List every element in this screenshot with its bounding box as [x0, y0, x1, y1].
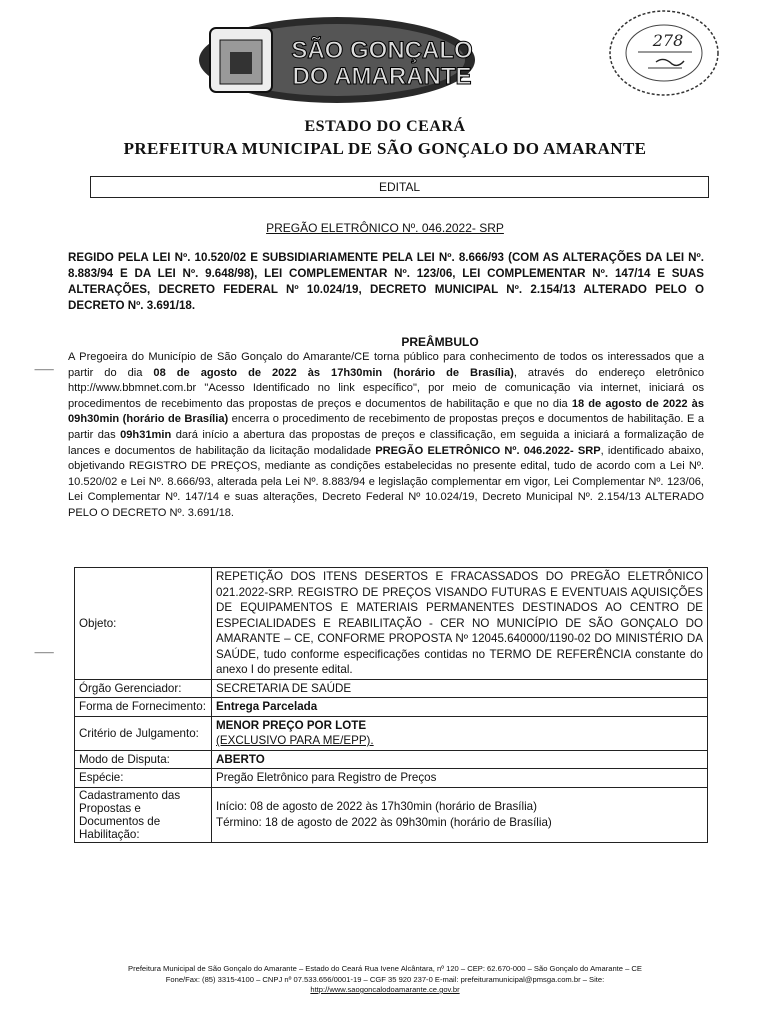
- logo-text-line1: SÃO GONÇALO: [291, 37, 473, 64]
- table-row: [75, 568, 708, 680]
- table-row: [75, 698, 708, 717]
- page-footer: [60, 964, 710, 996]
- preambulo-bold-date-end: 18 de agosto de 2022 às 09h30min (horário de Brasília): [68, 397, 704, 426]
- objeto-label: Objeto:: [75, 568, 212, 680]
- pregao-title: PREGÃO ELETRÔNICO Nº. 046.2022- SRP: [266, 221, 504, 235]
- page-number-stamp: [608, 8, 720, 98]
- edital-label: EDITAL: [378, 180, 421, 194]
- preambulo-bold-time: 09h31min: [120, 428, 172, 441]
- stamp-number: 278: [652, 31, 684, 50]
- margin-mark: ⸺: [34, 362, 55, 376]
- cadastramento-inicio: Início: 08 de agosto de 2022 às 17h30min (horário de Brasília): [216, 800, 537, 813]
- criterio-value-line2: (EXCLUSIVO PARA ME/EPP).: [216, 734, 374, 747]
- orgao-label: Órgão Gerenciador:: [75, 679, 212, 698]
- state-heading: ESTADO DO CEARÁ: [304, 118, 466, 135]
- prefeitura-heading: PREFEITURA MUNICIPAL DE SÃO GONÇALO DO AMARANTE: [123, 139, 647, 158]
- cadastramento-label: Cadastramento das Propostas e Documentos de Habilitação:: [75, 787, 212, 842]
- edital-info-table: [74, 567, 708, 843]
- table-row: [75, 679, 708, 698]
- table-row: [75, 769, 708, 788]
- forma-label: Forma de Fornecimento:: [75, 698, 212, 717]
- cadastramento-termino: Término: 18 de agosto de 2022 às 09h30min (horário de Brasília): [216, 815, 552, 829]
- preambulo-bold-modality: PREGÃO ELETRÔNICO Nº. 046.2022- SRP: [375, 444, 601, 457]
- objeto-value: REPETIÇÃO DOS ITENS DESERTOS E FRACASSADOS DO PREGÃO ELETRÔNICO 021.2022-SRP. REGISTRO DE PREÇOS VISANDO FUTURAS E EVENTUAIS AQUISIÇÕES DE EQUIPAMENTOS E MATERIAIS PERMANENTES DESTINADOS AO CENTRO DE ESPECIALIDADES E REABILITAÇÃO - CER NO MUNICÍPIO DE SÃO GONÇALO DO AMARANTE – CE, CONFORME PROPOSTA Nº 12045.640000/1190-02 DO MINISTÉRIO DA SAÚDE, tudo conforme especificações contidas no TERMO DE REFERÊNCIA constante do anexo I do presente edital.: [212, 568, 708, 680]
- footer-address: Prefeitura Municipal de São Gonçalo do Amarante – Estado do Ceará Rua Ivene Alcântara, nº 120 – CEP: 62.670-000 – São Gonçalo do Amarante – CE: [128, 964, 642, 973]
- preambulo-title: PREÂMBULO: [401, 335, 479, 349]
- preambulo-text: dará início a abertura das propostas de preços e classificação, em seguida a iniciará a formalização de lances e documentos de habilitação da licitação modalidade: [68, 428, 704, 457]
- forma-value: Entrega Parcelada: [212, 698, 708, 717]
- especie-value: Pregão Eletrônico para Registro de Preços: [212, 769, 708, 788]
- edital-label-box: [90, 176, 709, 198]
- footer-site-link[interactable]: http://www.saogoncalodoamarante.ce.gov.br: [310, 985, 460, 994]
- criterio-label: Critério de Julgamento:: [75, 716, 212, 750]
- preambulo-bold-date-start: 08 de agosto de 2022 às 17h30min (horário de Brasília): [153, 366, 514, 379]
- margin-mark: ⸺: [34, 645, 55, 659]
- preambulo-text: encerra o procedimento de recebimento de propostas preços e documentos de habilitação. E a partir das: [68, 413, 705, 441]
- preambulo-paragraph: [68, 350, 704, 522]
- preambulo-text: , identificado abaixo, objetivando REGISTRO DE PREÇOS, mediante as condições estabelecidas no presente edital, tudo de acordo com a Lei Nº. 10.520/02 e Lei Nº. 8.666/93, alterada pela Lei Nº. 8.883/94 e legislação complementar em vigor, Lei Complementar Nº. 123/06, Lei Complementar Nº. 147/14 e suas alterações, Decreto Federal Nº 10.024/19, Decreto Municipal Nº. 2.154/13 ALTERADO PELO O DECRETO Nº. 3.691/18.: [68, 444, 704, 519]
- legal-basis-paragraph: REGIDO PELA LEI Nº. 10.520/02 E SUBSIDIARIAMENTE PELA LEI Nº. 8.666/93 (COM AS ALTERAÇÕES DA LEI Nº. 8.883/94 E DA LEI Nº. 9.648/98), LEI COMPLEMENTAR Nº. 123/06, LEI COMPLEMENTAR Nº. 147/14 E SUAS ALTERAÇÕES, DECRETO FEDERAL Nº 10.024/19, DECRETO MUNICIPAL Nº. 2.154/13 ALTERADO PELO O DECRETO Nº. 3.691/18.: [68, 251, 704, 312]
- criterio-value: [212, 716, 708, 750]
- logo-text-line2: DO AMARANTE: [292, 63, 472, 90]
- preambulo-text: , através do endereço eletrônico http://www.bbmnet.com.br "Acesso Identificado no link específico", por meio de comunicação via internet, iniciará os procedimentos de recebimento das propostas de preços e documentos de habilitação e que no dia: [68, 366, 705, 410]
- table-row: [75, 750, 708, 769]
- modo-value: ABERTO: [212, 750, 708, 769]
- preambulo-text: A Pregoeira do Município de São Gonçalo do Amarante/CE torna público para conhecimento de todos os interessados que a partir do dia: [68, 351, 704, 379]
- table-row: [75, 716, 708, 750]
- especie-label: Espécie:: [75, 769, 212, 788]
- table-row: [75, 787, 708, 842]
- cadastramento-value: [212, 787, 708, 842]
- municipality-logo-banner: [196, 14, 478, 106]
- footer-contact: Fone/Fax: (85) 3315-4100 – CNPJ nº 07.533.656/0001-19 – CGF 35 920 237-0 E-mail: prefeituramunicipal@pmsga.com.br – Site:: [165, 974, 605, 984]
- criterio-value-line1: MENOR PREÇO POR LOTE: [216, 718, 367, 732]
- modo-label: Modo de Disputa:: [75, 750, 212, 769]
- orgao-value: SECRETARIA DE SAÚDE: [212, 679, 708, 698]
